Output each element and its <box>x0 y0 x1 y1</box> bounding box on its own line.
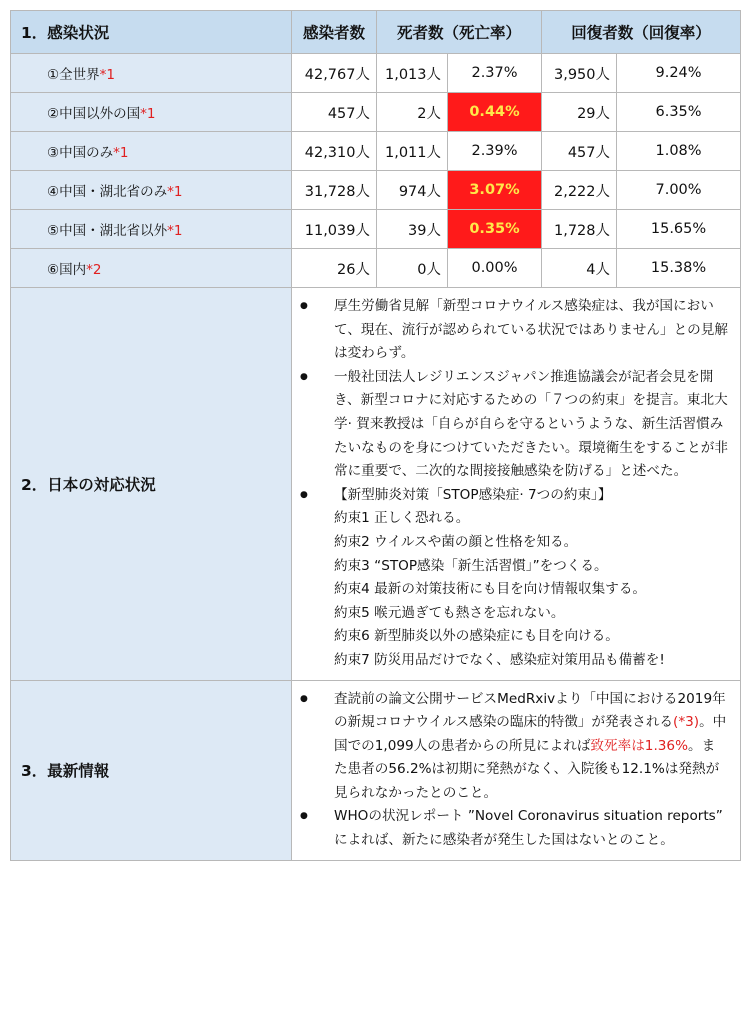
text-span: 。また患者の56.2%は初期に発熱がなく、入院後も12.1%は発熱が見られなかったとのこと。 <box>334 737 720 801</box>
row-label-text: ④中国・湖北省のみ <box>47 184 168 200</box>
recovered-cell: 457人 <box>542 132 617 171</box>
deaths-cell: 0人 <box>377 249 448 288</box>
recovery-rate-cell: 15.38% <box>617 249 741 288</box>
footnote-mark: *2 <box>86 262 102 278</box>
footnote-mark: *1 <box>140 106 156 122</box>
section2-bullet-list <box>298 295 728 673</box>
recovery-rate-cell: 6.35% <box>617 93 741 132</box>
section2-row <box>11 288 741 681</box>
promise-item: 約束3 “STOP感染「新生活習慣」”をつくる。 <box>334 557 608 574</box>
report-table <box>10 10 741 861</box>
text-span: 査読前の論文公開サービスMedRxivより「中国における2019年の新規コロナウイルス感染の臨床的特徴」が発表される <box>334 690 726 731</box>
death-rate-cell-highlight: 0.35% <box>448 210 542 249</box>
table-row <box>11 210 741 249</box>
deaths-cell: 1,011人 <box>377 132 448 171</box>
row-label <box>11 93 292 132</box>
row-label <box>11 132 292 171</box>
cases-cell: 42,767人 <box>292 54 377 93</box>
table-row <box>11 132 741 171</box>
list-item: ● WHOの状況レポート ”Novel Coronavirus situation reports” によれば、新たに感染者が発生した国はないとのこと。 <box>322 805 728 852</box>
row-label <box>11 210 292 249</box>
death-rate-cell: 0.00% <box>448 249 542 288</box>
fatality-rate-highlight: 致死率は1.36% <box>590 737 688 754</box>
death-rate-cell: 2.39% <box>448 132 542 171</box>
promise-item: 約束4 最新の対策技術にも目を向け情報収集する。 <box>334 581 647 598</box>
promise-item: 約束5 喉元過ぎても熱さを忘れない。 <box>334 604 565 621</box>
death-rate-cell: 2.37% <box>448 54 542 93</box>
section3-bullet-list <box>298 688 728 853</box>
section3-row <box>11 680 741 860</box>
deaths-cell: 1,013人 <box>377 54 448 93</box>
list-item: ● 一般社団法人レジリエンスジャパン推進協議会が記者会見を開き、新型コロナに対応するための「７つの約束」を提言。東北大学· 賀来教授は「自らが自らを守るというような、新生活習慣みたいなものを身につけていただきたい。環境衛生をすることが非常に重要で、二次的な間接接触感染を防げる」と述べた。 <box>322 366 728 484</box>
footnote-mark: (*3) <box>673 714 700 731</box>
section3-content <box>292 680 741 860</box>
footnote-mark: *1 <box>99 67 115 83</box>
recovery-rate-cell: 7.00% <box>617 171 741 210</box>
cases-cell: 31,728人 <box>292 171 377 210</box>
cases-cell: 26人 <box>292 249 377 288</box>
row-label-text: ②中国以外の国 <box>47 106 141 122</box>
deaths-cell: 974人 <box>377 171 448 210</box>
promise-item: 約束7 防災用品だけでなく、感染症対策用品も備蓄を! <box>334 651 665 668</box>
promise-item: 約束1 正しく恐れる。 <box>334 510 470 527</box>
table-row <box>11 54 741 93</box>
row-label-text: ⑤中国・湖北省以外 <box>47 223 168 239</box>
list-item: ● 厚生労働省見解「新型コロナウイルス感染症は、我が国において、現在、流行が認められている状況ではありません」との見解は変わらず。 <box>322 295 728 366</box>
col-header-recovered: 回復者数（回復率） <box>542 11 741 54</box>
recovered-cell: 1,728人 <box>542 210 617 249</box>
row-label-text: ①全世界 <box>47 67 100 83</box>
col-header-deaths: 死者数（死亡率） <box>377 11 542 54</box>
footnote-mark: *1 <box>113 145 129 161</box>
row-label <box>11 54 292 93</box>
promise-item: 約束2 ウイルスや菌の顔と性格を知る。 <box>334 533 578 550</box>
section1-header-row <box>11 11 741 54</box>
cases-cell: 11,039人 <box>292 210 377 249</box>
deaths-cell: 2人 <box>377 93 448 132</box>
section2-content <box>292 288 741 681</box>
list-item <box>322 688 728 806</box>
table-row <box>11 93 741 132</box>
death-rate-cell-highlight: 0.44% <box>448 93 542 132</box>
recovery-rate-cell: 15.65% <box>617 210 741 249</box>
recovery-rate-cell: 1.08% <box>617 132 741 171</box>
row-label-text: ③中国のみ <box>47 145 114 161</box>
cases-cell: 457人 <box>292 93 377 132</box>
footnote-mark: *1 <box>167 223 183 239</box>
recovered-cell: 4人 <box>542 249 617 288</box>
cases-cell: 42,310人 <box>292 132 377 171</box>
section3-title: 3．最新情報 <box>11 680 292 860</box>
col-header-cases: 感染者数 <box>292 11 377 54</box>
deaths-cell: 39人 <box>377 210 448 249</box>
text-span: 。中国での1,099人の患者からの所見によれば <box>334 714 727 754</box>
recovered-cell: 29人 <box>542 93 617 132</box>
recovered-cell: 3,950人 <box>542 54 617 93</box>
recovery-rate-cell: 9.24% <box>617 54 741 93</box>
list-item <box>322 484 728 673</box>
footnote-mark: *1 <box>167 184 183 200</box>
row-label <box>11 249 292 288</box>
section2-title: 2．日本の対応状況 <box>11 288 292 681</box>
section1-title: 1．感染状況 <box>11 11 292 54</box>
promises-heading: ● 【新型肺炎対策「STOP感染症· 7つの約束」】 <box>334 486 612 503</box>
promise-item: 約束6 新型肺炎以外の感染症にも目を向ける。 <box>334 628 619 645</box>
death-rate-cell-highlight: 3.07% <box>448 171 542 210</box>
row-label <box>11 171 292 210</box>
recovered-cell: 2,222人 <box>542 171 617 210</box>
table-row <box>11 171 741 210</box>
row-label-text: ⑥国内 <box>47 262 87 278</box>
table-row <box>11 249 741 288</box>
